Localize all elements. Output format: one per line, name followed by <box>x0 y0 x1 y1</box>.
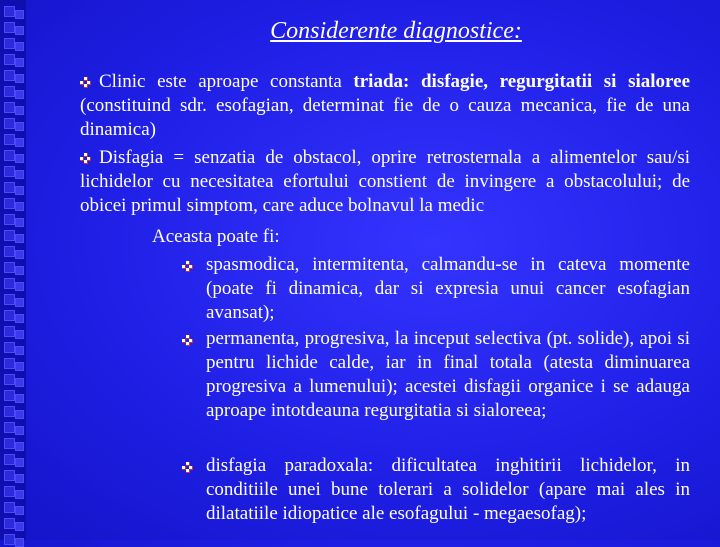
decorative-square <box>15 106 24 115</box>
subheading: Aceasta poate fi: <box>152 226 280 247</box>
decorative-square <box>4 198 15 209</box>
decorative-square <box>4 6 15 17</box>
bullet-triada-lead: Clinic este aproape constanta <box>99 71 354 92</box>
bullet-triada-bold: triada: disfagie, regurgitatii si sialoree <box>353 71 691 92</box>
decorative-square <box>15 474 24 483</box>
bullet-triada-rest: (constituind sdr. esofagian, determinat fie de o cauza mecanica, fie de una dinamica) <box>80 95 690 140</box>
decorative-square <box>4 246 15 257</box>
bullet-disfagia <box>80 146 690 218</box>
sub-item-spasmodica: spasmodica, intermitenta, calmandu-se in cateva momente (poate fi dinamica, dar si expresia unui cancer esofagian avansat); <box>206 254 690 323</box>
decorative-square <box>4 182 15 193</box>
decorative-square <box>15 298 24 307</box>
decorative-square <box>15 90 24 99</box>
decorative-square <box>4 342 15 353</box>
decorative-square <box>4 166 15 177</box>
decorative-square <box>4 374 15 385</box>
decorative-square <box>15 394 24 403</box>
decorative-left-strip <box>0 0 26 540</box>
decorative-square <box>15 538 24 547</box>
decorative-square <box>15 154 24 163</box>
sub-item-paradoxala: disfagia paradoxala: dificultatea inghitirii lichidelor, in conditiile unei bune tolerari a solidelor (apare mai ales in dilatatiile idiopatice ale esofagului - megaesofag); <box>206 455 690 524</box>
decorative-square <box>4 262 15 273</box>
decorative-square <box>15 458 24 467</box>
decorative-square <box>4 454 15 465</box>
bullet-icon <box>80 150 91 164</box>
bullet-disfagia-text: Disfagia = senzatia de obstacol, oprire retrosternala a alimentelor sau/si lichidelor cu necesitatea efortului constient de invingere a obstacolului; de obicei primul simptom, care aduce bolnavul la medic <box>80 147 690 216</box>
decorative-square <box>4 438 15 449</box>
decorative-square <box>4 230 15 241</box>
bullet-icon <box>80 74 91 88</box>
decorative-square <box>15 170 24 179</box>
decorative-square <box>15 138 24 147</box>
decorative-square <box>4 470 15 481</box>
decorative-square <box>4 278 15 289</box>
bullet-triada <box>80 70 690 142</box>
decorative-square <box>15 522 24 531</box>
decorative-square <box>4 118 15 129</box>
decorative-square <box>4 422 15 433</box>
sub-bullet-icon <box>182 332 193 346</box>
decorative-square <box>15 58 24 67</box>
decorative-square <box>15 250 24 259</box>
sub-item-permanenta: permanenta, progresiva, la inceput selectiva (pt. solide), apoi si pentru lichide calde, iar in final totala (atesta diminuarea progresiva a lumenului); acestei disfagii organice i se adauga aproape intotdeauna regurgitatia si sialoreea; <box>206 328 690 421</box>
decorative-square <box>15 122 24 131</box>
decorative-square <box>15 410 24 419</box>
decorative-square <box>4 502 15 513</box>
decorative-square <box>15 362 24 371</box>
decorative-square <box>4 358 15 369</box>
decorative-square <box>4 102 15 113</box>
decorative-square <box>4 86 15 97</box>
decorative-square <box>15 186 24 195</box>
decorative-square <box>15 506 24 515</box>
decorative-square <box>15 282 24 291</box>
sub-bullet-icon <box>182 258 193 272</box>
decorative-square <box>4 518 15 529</box>
decorative-square <box>15 314 24 323</box>
decorative-square <box>15 330 24 339</box>
decorative-square <box>4 486 15 497</box>
decorative-square <box>4 310 15 321</box>
decorative-square <box>15 218 24 227</box>
decorative-square <box>4 390 15 401</box>
decorative-square <box>4 294 15 305</box>
decorative-square <box>15 346 24 355</box>
decorative-square <box>15 74 24 83</box>
decorative-square <box>4 54 15 65</box>
decorative-square <box>15 426 24 435</box>
decorative-square <box>15 266 24 275</box>
decorative-square <box>4 326 15 337</box>
decorative-square <box>4 70 15 81</box>
decorative-square <box>4 134 15 145</box>
slide-title: Considerente diagnostice: <box>270 18 522 44</box>
decorative-square <box>15 378 24 387</box>
decorative-square <box>4 150 15 161</box>
decorative-square <box>15 202 24 211</box>
decorative-square <box>15 442 24 451</box>
sub-bullet-icon <box>182 459 193 473</box>
decorative-square <box>15 490 24 499</box>
decorative-square <box>4 406 15 417</box>
decorative-square <box>4 214 15 225</box>
decorative-square <box>15 234 24 243</box>
